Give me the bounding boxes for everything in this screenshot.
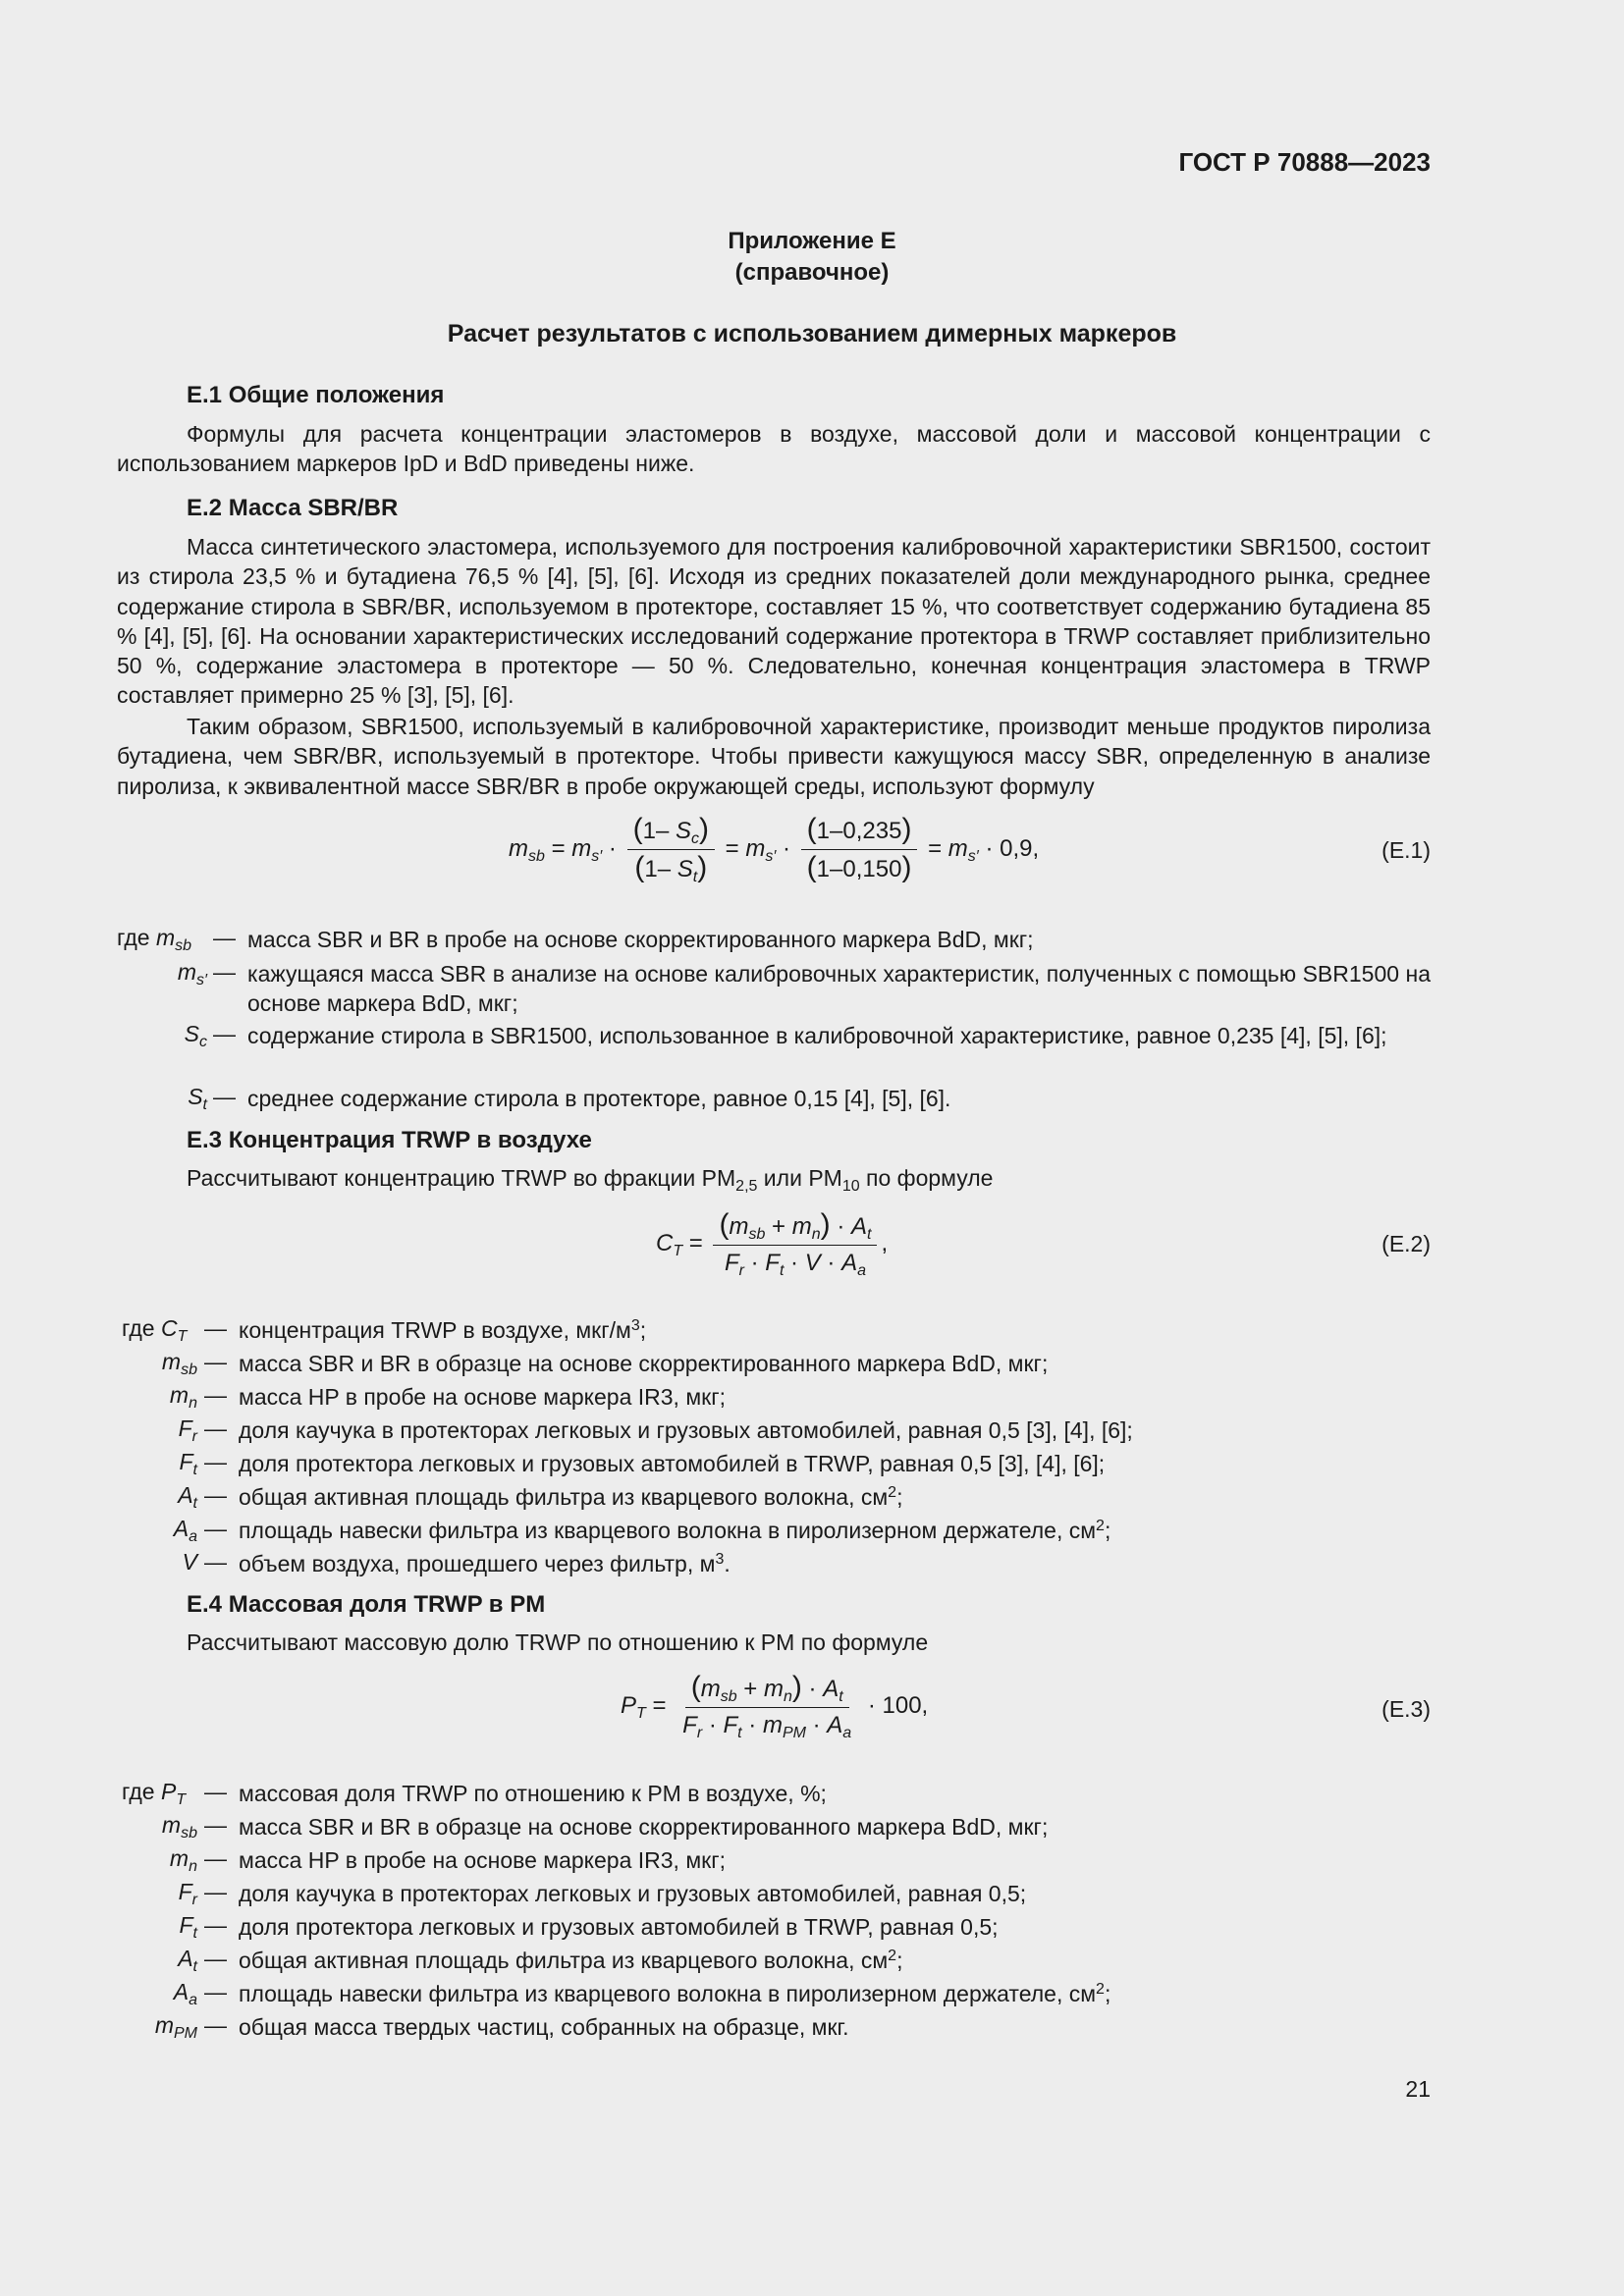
section-e3-heading: Е.3 Концентрация TRWP в воздухе bbox=[187, 1127, 592, 1153]
formula-e3-number: (Е.3) bbox=[1381, 1696, 1431, 1722]
section-e1-paragraph: Формулы для расчета концентрации эластомеров в воздухе, массовой доли и массовой концентрации с использованием маркеров IpD и BdD приведены ниже. bbox=[117, 421, 1431, 477]
section-e4-heading: Е.4 Массовая доля TRWP в PM bbox=[187, 1591, 546, 1618]
formula-e3-fraction: $\frac{(m_{sb} + m_n) \cdot A_t}{F_r \cdot F_t \cdot m_{PM} \cdot A_a}$ bbox=[682, 1671, 852, 1741]
appendix-type: (справочное) bbox=[734, 259, 890, 286]
formula-e2-number: (Е.2) bbox=[1381, 1231, 1431, 1256]
document-page: ГОСТ Р 70888—2023 Приложение Е (справочное) Расчет результатов с использованием димерных маркеров Е.1 Общие положения Формулы для расчета концентрации эластомеров в воздухе, массовой доли и массовой концентрации с использованием маркеров IpD и BdD приведены ниже. Е.2 Масса SBR/BR Масса синтетического эластомера, используемого для построения калибровочной характеристики SBR1500, состоит из стирола 23,5 % и бутадиена 76,5 % [4], [5], [6]. Исходя из средних показателей доли международного рынка, среднее содержание стирола в SBR/BR, используемом в протекторе, составляет 15 %, что соответствует содержанию бутадиена 85 % [4], [5], [6]. На основании характеристических исследований содержание протектора в TRWP составляет приблизительно 50 %, содержание эластомера в протекторе — 50 %. Следовательно, конечная концентрация эластомера в TRWP составляет примерно 25 % [3], [5], [6]. Таким образом, SBR1500, используемый в калибровочной характеристике, производит меньше продуктов пиролиза бутадиена, чем SBR/BR, используемый в протекторе. Чтобы привести кажущуюся массу SBR, определенную в анализе пиролиза, к эквивалентной массе SBR/BR в пробе окружающей среды, используют формулу $m_{sb} = m_{s'}$ · $\frac{(1- S_c)}{(1- S_t)}$ = $m_{s'}$ · $\frac{(1-0,235)}{(1-0,150)}$ = $m_{s'} \cdot 0,9$, (Е.1) где $m_{sb}$ — масса SBR и BR в пробе на основе скорректированного маркера BdD, мкг; $m_{s'}$ — кажущаяся масса SBR в анализе на основе калибровочных характеристик, полученных с помощью SBR1500 на основе маркера BdD, мкг; $S_c$ — содержание стирола в SBR1500, использованное в калибровочной характеристике, равное 0,235 [4], [5], [6]; $S_t$ — среднее содержание стирола в протекторе, равное 0,15 [4], [5], [6]. Е.3 Концентрация TRWP в воздухе Рассчитывают концентрацию TRWP во фракции $PM_{2,5}$ или $PM_{10}$ по формуле $C_T$ = $\frac{(m_{sb} + m_n) \cdot A_t}{F_r \cdot F_t \cdot V \cdot A_a}$ , (Е.2) где $C_T$ — концентрация TRWP в воздухе, мкг/$м^3$; $m_{sb}$ — масса SBR и BR в образце на основе скорректированного маркера BdD, мкг; $m_n$ — масса HP в пробе на основе маркера IR3, мкг; $F_r$ — доля каучука в протекторах легковых и грузовых автомобилей, равная 0,5 [3], [4], [6]; $F_t$ — доля протектора легковых и грузовых автомобилей в TRWP, равная 0,5 [3], [4], [6]; $A_t$ — общая активная площадь фильтра из кварцевого волокна, $см^2$; $A_a$ — площадь навески фильтра из кварцевого волокна в пиролизерном держателе, $см^2$; V — объем воздуха, прошедшего через фильтр, $м^3$. Е.4 Массовая доля TRWP в PM Рассчитывают массовую долю TRWP по отношению к PM по формуле $P_T$ = $\frac{(m_{sb} + m_n) \cdot A_t}{F_r \cdot F_t \cdot m_{PM} \cdot A_a}$ · 100, (Е.3) где $P_T$ — массовая доля TRWP по отношению к PM в воздухе, %; $m_{sb}$ — масса SBR и BR в образце на основе скорректированного маркера BdD, мкг; $m_n$ — масса HP в пробе на основе маркера IR3, мкг; $F_r$ — доля каучука в протекторах легковых и грузовых автомобилей, равная 0,5; $F_t$ — доля протектора легковых и грузовых автомобилей в TRWP, равная 0,5; $A_t$ — общая активная площадь фильтра из кварцевого волокна, $см^2$; $A_a$ — площадь навески фильтра из кварцевого волокна в пиролизерном держателе, $см^2$; $m_{PM}$ — общая масса твердых частиц, собранных на образце, мкг. 21 bbox=[0, 0, 1624, 2296]
page-number: 21 bbox=[1405, 2076, 1431, 2102]
formula-e3: $P_T$ = $\frac{(m_{sb} + m_n) \cdot A_t}{F_r \cdot F_t \cdot m_{PM} \cdot A_a}$ · 100, bbox=[621, 1671, 929, 1741]
formula-e2: $C_T$ = $\frac{(m_{sb} + m_n) \cdot A_t}{F_r \cdot F_t \cdot V \cdot A_a}$ , bbox=[656, 1208, 889, 1279]
section-e2-paragraph-2: Таким образом, SBR1500, используемый в калибровочной характеристике, производит меньше продуктов пиролиза бутадиена, чем SBR/BR, используемый в протекторе. Чтобы привести кажущуюся массу SBR, определенную в анализе пиролиза, к эквивалентной массе SBR/BR в пробе окружающей среды, используют формулу bbox=[117, 714, 1431, 799]
formula-e1-number: (Е.1) bbox=[1381, 837, 1431, 863]
appendix-title: Приложение Е bbox=[728, 228, 896, 254]
section-e4-intro: Рассчитывают массовую долю TRWP по отношению к PM по формуле bbox=[187, 1629, 929, 1655]
formula-e1-fraction-2: $\frac{(1-0,235)}{(1-0,150)}$ bbox=[801, 815, 918, 884]
formula-e2-fraction: $\frac{(m_{sb} + m_n) \cdot A_t}{F_r \cdot F_t \cdot V \cdot A_a}$ bbox=[713, 1210, 877, 1278]
document-title: Расчет результатов с использованием димерных маркеров bbox=[447, 320, 1177, 347]
section-e2-paragraph-1: Масса синтетического эластомера, используемого для построения калибровочной характеристики SBR1500, состоит из стирола 23,5 % и бутадиена 76,5 % [4], [5], [6]. Исходя из средних показателей доли международного рынка, среднее содержание стирола в SBR/BR, используемом в протекторе, составляет 15 %, что соответствует содержанию бутадиена 85 % [4], [5], [6]. На основании характеристических исследований содержание протектора в TRWP составляет приблизительно 50 %, содержание эластомера в протекторе — 50 %. Следовательно, конечная концентрация эластомера в TRWP составляет примерно 25 % [3], [5], [6]. bbox=[117, 534, 1431, 709]
formula-e1: $m_{sb} = m_{s'}$ · $\frac{(1- S_c)}{(1- S_t)}$ = $m_{s'}$ · $\frac{(1-0,235)}{(1-0,150)}$ = $m_{s'} \cdot 0,9$, bbox=[509, 813, 1040, 885]
section-e2-heading: Е.2 Масса SBR/BR bbox=[187, 495, 399, 521]
standard-number: ГОСТ Р 70888—2023 bbox=[1178, 147, 1431, 177]
section-e3-intro: Рассчитывают концентрацию TRWP во фракции $PM_{2,5}$ или $PM_{10}$ по формуле bbox=[187, 1165, 994, 1195]
section-e1-heading: Е.1 Общие положения bbox=[187, 382, 445, 408]
formula-e1-fraction-1: $\frac{(1- S_c)}{(1- S_t)}$ bbox=[627, 815, 715, 884]
